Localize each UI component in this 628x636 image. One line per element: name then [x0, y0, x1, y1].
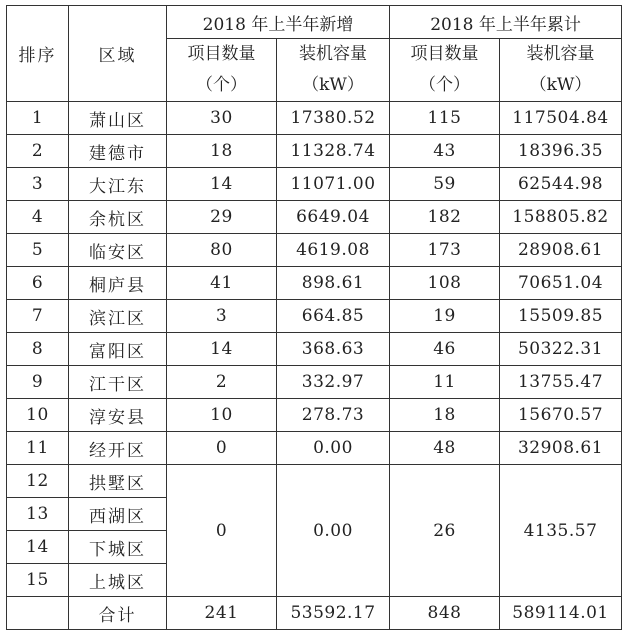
rank-cell: 15: [7, 564, 69, 597]
table-row: [7, 135, 622, 168]
total-capacity-cell: 158805.82: [500, 201, 622, 234]
area-cell: 桐庐县: [69, 267, 167, 300]
rank-cell: 10: [7, 399, 69, 432]
merged-new-count-cell: 0: [167, 465, 277, 597]
area-cell: 余杭区: [69, 201, 167, 234]
rank-cell: 6: [7, 267, 69, 300]
total-count-cell: 46: [390, 333, 500, 366]
area-cell: 滨江区: [69, 300, 167, 333]
new-capacity-cell: 664.85: [277, 300, 390, 333]
header-new-count-unit: （个）: [196, 75, 247, 95]
area-cell: 上城区: [69, 564, 167, 597]
pv-statistics-table: [6, 5, 622, 630]
area-cell: 西湖区: [69, 498, 167, 531]
merged-total-capacity-cell: 4135.57: [500, 465, 622, 597]
table-row: [7, 102, 622, 135]
header-new-capacity-label: 装机容量: [299, 44, 367, 64]
header-row-groups: [7, 6, 622, 39]
header-new-count: [167, 39, 277, 102]
new-count-cell: 29: [167, 201, 277, 234]
new-count-cell: 3: [167, 300, 277, 333]
rank-cell: 3: [7, 168, 69, 201]
rank-cell: 14: [7, 531, 69, 564]
total-count-cell: 18: [390, 399, 500, 432]
new-capacity-cell: 11071.00: [277, 168, 390, 201]
area-cell: 大江东: [69, 168, 167, 201]
area-cell: 经开区: [69, 432, 167, 465]
rank-cell: 4: [7, 201, 69, 234]
new-capacity-cell: 11328.74: [277, 135, 390, 168]
merged-new-capacity-cell: 0.00: [277, 465, 390, 597]
total-count-cell: 59: [390, 168, 500, 201]
header-area: 区域: [69, 6, 167, 102]
rank-cell: 11: [7, 432, 69, 465]
total-count-cell: 48: [390, 432, 500, 465]
rank-cell: 1: [7, 102, 69, 135]
new-count-cell: 14: [167, 168, 277, 201]
new-count-cell: 14: [167, 333, 277, 366]
total-rank-cell: [7, 597, 69, 630]
table-row: [7, 267, 622, 300]
new-count-cell: 80: [167, 234, 277, 267]
area-cell: 萧山区: [69, 102, 167, 135]
header-total-count-unit: （个）: [419, 75, 471, 95]
total-count-cell: 108: [390, 267, 500, 300]
header-group-new: 2018 年上半年新增: [167, 6, 390, 39]
table-row: [7, 465, 622, 498]
new-capacity-cell: 17380.52: [277, 102, 390, 135]
new-count-cell: 41: [167, 267, 277, 300]
new-count-cell: 10: [167, 399, 277, 432]
header-total-count-label: 项目数量: [410, 44, 479, 64]
table-row: [7, 333, 622, 366]
total-capacity-cell: 62544.98: [500, 168, 622, 201]
header-total-capacity: [500, 39, 622, 102]
total-capacity-cell: 15670.57: [500, 399, 622, 432]
total-total-capacity-cell: 589114.01: [500, 597, 622, 630]
area-cell: 富阳区: [69, 333, 167, 366]
rank-cell: 2: [7, 135, 69, 168]
rank-cell: 5: [7, 234, 69, 267]
header-rank: 排序: [7, 6, 69, 102]
total-capacity-cell: 50322.31: [500, 333, 622, 366]
new-capacity-cell: 0.00: [277, 432, 390, 465]
total-count-cell: 11: [390, 366, 500, 399]
new-capacity-cell: 332.97: [277, 366, 390, 399]
total-count-cell: 19: [390, 300, 500, 333]
table-row: [7, 366, 622, 399]
total-count-cell: 43: [390, 135, 500, 168]
rank-cell: 9: [7, 366, 69, 399]
new-capacity-cell: 6649.04: [277, 201, 390, 234]
new-count-cell: 2: [167, 366, 277, 399]
rank-cell: 13: [7, 498, 69, 531]
new-count-cell: 18: [167, 135, 277, 168]
table-row: [7, 399, 622, 432]
total-count-cell: 173: [390, 234, 500, 267]
new-count-cell: 30: [167, 102, 277, 135]
area-cell: 淳安县: [69, 399, 167, 432]
table-row: [7, 432, 622, 465]
header-total-capacity-unit: （kW）: [529, 75, 592, 95]
rank-cell: 8: [7, 333, 69, 366]
table-row: [7, 168, 622, 201]
rank-cell: 7: [7, 300, 69, 333]
header-new-count-label: 项目数量: [187, 44, 256, 64]
total-label-cell: 合计: [69, 597, 167, 630]
total-count-cell: 115: [390, 102, 500, 135]
header-group-total: 2018 年上半年累计: [390, 6, 622, 39]
new-capacity-cell: 278.73: [277, 399, 390, 432]
total-capacity-cell: 13755.47: [500, 366, 622, 399]
area-cell: 江干区: [69, 366, 167, 399]
total-count-cell: 182: [390, 201, 500, 234]
total-capacity-cell: 28908.61: [500, 234, 622, 267]
table-row: [7, 300, 622, 333]
rank-cell: 12: [7, 465, 69, 498]
area-cell: 建德市: [69, 135, 167, 168]
header-new-capacity: [277, 39, 390, 102]
total-capacity-cell: 15509.85: [500, 300, 622, 333]
area-cell: 临安区: [69, 234, 167, 267]
table-row: [7, 201, 622, 234]
header-total-count: [390, 39, 500, 102]
area-cell: 拱墅区: [69, 465, 167, 498]
header-new-capacity-unit: （kW）: [302, 75, 364, 95]
total-row: [7, 597, 622, 630]
total-capacity-cell: 18396.35: [500, 135, 622, 168]
new-count-cell: 0: [167, 432, 277, 465]
total-new-count-cell: 241: [167, 597, 277, 630]
table-row: [7, 234, 622, 267]
header-total-capacity-label: 装机容量: [526, 44, 595, 64]
total-capacity-cell: 70651.04: [500, 267, 622, 300]
total-capacity-cell: 117504.84: [500, 102, 622, 135]
total-new-capacity-cell: 53592.17: [277, 597, 390, 630]
new-capacity-cell: 898.61: [277, 267, 390, 300]
merged-total-count-cell: 26: [390, 465, 500, 597]
table-body: [7, 102, 622, 630]
new-capacity-cell: 4619.08: [277, 234, 390, 267]
new-capacity-cell: 368.63: [277, 333, 390, 366]
total-capacity-cell: 32908.61: [500, 432, 622, 465]
total-total-count-cell: 848: [390, 597, 500, 630]
area-cell: 下城区: [69, 531, 167, 564]
